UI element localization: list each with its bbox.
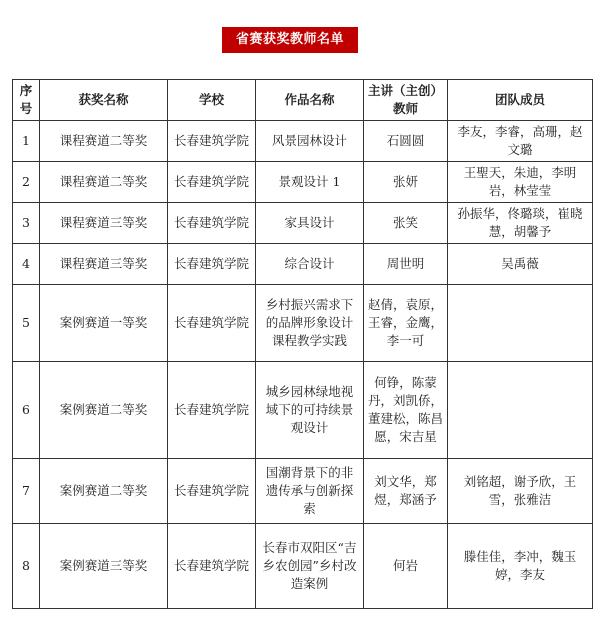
- cell-no: 2: [13, 162, 40, 203]
- cell-team: [448, 362, 593, 459]
- cell-work: 乡村振兴需求下的品牌形象设计课程教学实践: [256, 285, 364, 362]
- cell-no: 8: [13, 524, 40, 609]
- cell-work: 景观设计 1: [256, 162, 364, 203]
- table-row: [13, 244, 593, 285]
- cell-award: 案例赛道三等奖: [40, 524, 168, 609]
- cell-school: 长春建筑学院: [168, 121, 256, 162]
- cell-school: 长春建筑学院: [168, 285, 256, 362]
- table-row: [13, 203, 593, 244]
- cell-team: 吴禹薇: [448, 244, 593, 285]
- cell-no: 6: [13, 362, 40, 459]
- header-work: 作品名称: [256, 80, 364, 121]
- cell-school: 长春建筑学院: [168, 362, 256, 459]
- cell-work: 城乡园林绿地视域下的可持续景观设计: [256, 362, 364, 459]
- header-no: 序号: [13, 80, 40, 121]
- cell-no: 5: [13, 285, 40, 362]
- header-school: 学校: [168, 80, 256, 121]
- cell-award: 案例赛道一等奖: [40, 285, 168, 362]
- table-header-row: [13, 80, 593, 121]
- table-row: [13, 362, 593, 459]
- cell-no: 7: [13, 459, 40, 524]
- cell-work: 国潮背景下的非遗传承与创新探索: [256, 459, 364, 524]
- cell-award: 课程赛道二等奖: [40, 162, 168, 203]
- cell-teacher: 何岩: [364, 524, 448, 609]
- cell-teacher: 石圆圆: [364, 121, 448, 162]
- cell-teacher: 赵倩，袁原，王睿，金鹰，李一可: [364, 285, 448, 362]
- cell-award: 课程赛道二等奖: [40, 121, 168, 162]
- cell-award: 案例赛道二等奖: [40, 459, 168, 524]
- award-table: [12, 79, 593, 609]
- cell-school: 长春建筑学院: [168, 459, 256, 524]
- cell-teacher: 刘文华，郑煜，郑涵予: [364, 459, 448, 524]
- cell-team: 王聖天，朱迪，李明岩，林莹莹: [448, 162, 593, 203]
- cell-no: 4: [13, 244, 40, 285]
- cell-team: 孙振华，佟璐琰，崔晓慧，胡馨予: [448, 203, 593, 244]
- header-team: 团队成员: [448, 80, 593, 121]
- cell-school: 长春建筑学院: [168, 162, 256, 203]
- cell-team: 刘铭超，谢予欣，王雪，张雅洁: [448, 459, 593, 524]
- header-teacher: 主讲（主创）教师: [364, 80, 448, 121]
- cell-teacher: 张妍: [364, 162, 448, 203]
- page-title: 省赛获奖教师名单: [222, 27, 358, 53]
- header-award: 获奖名称: [40, 80, 168, 121]
- cell-work: 长春市双阳区“吉乡农创园”乡村改造案例: [256, 524, 364, 609]
- table-row: [13, 459, 593, 524]
- table-row: [13, 121, 593, 162]
- cell-work: 综合设计: [256, 244, 364, 285]
- cell-award: 课程赛道三等奖: [40, 203, 168, 244]
- cell-team: 滕佳佳，李冲，魏玉婷，李友: [448, 524, 593, 609]
- cell-teacher: 张笑: [364, 203, 448, 244]
- cell-no: 3: [13, 203, 40, 244]
- cell-award: 课程赛道三等奖: [40, 244, 168, 285]
- cell-teacher: 何铮，陈蒙丹，刘凯侨，董建松，陈昌愿，宋吉星: [364, 362, 448, 459]
- cell-team: [448, 285, 593, 362]
- cell-school: 长春建筑学院: [168, 244, 256, 285]
- cell-teacher: 周世明: [364, 244, 448, 285]
- cell-no: 1: [13, 121, 40, 162]
- cell-award: 案例赛道二等奖: [40, 362, 168, 459]
- table-row: [13, 285, 593, 362]
- cell-school: 长春建筑学院: [168, 524, 256, 609]
- cell-team: 李友，李睿，高珊，赵文璐: [448, 121, 593, 162]
- cell-work: 家具设计: [256, 203, 364, 244]
- cell-school: 长春建筑学院: [168, 203, 256, 244]
- table-row: [13, 524, 593, 609]
- cell-work: 风景园林设计: [256, 121, 364, 162]
- table-row: [13, 162, 593, 203]
